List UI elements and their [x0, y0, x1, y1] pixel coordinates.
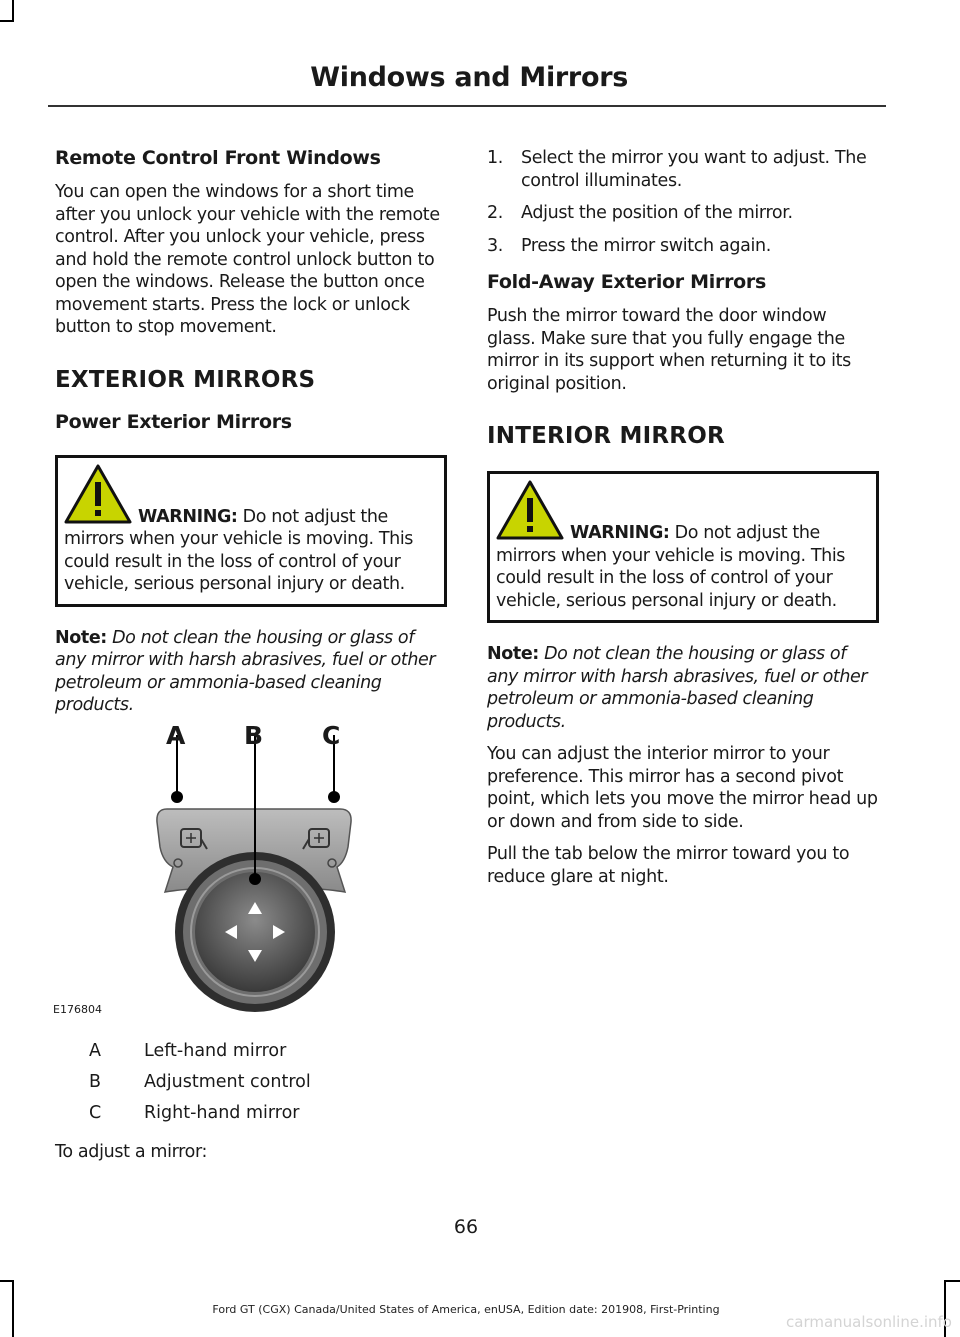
power-mirrors-heading: Power Exterior Mirrors: [55, 410, 292, 433]
remote-windows-text: You can open the windows for a short time after you unlock your vehicle with the remote control. After you unlock your vehicle, press and hold the remote control unlock button to open the windows. Release the button once movement starts. Press the lock or unlock button to stop movement.: [55, 182, 440, 337]
exterior-mirrors-heading: EXTERIOR MIRRORS: [55, 366, 316, 393]
step-text: Select the mirror you want to adjust. The control illuminates.: [521, 148, 867, 191]
note-label: Note:: [55, 627, 107, 648]
interior-text-2: Pull the tab below the mirror toward you to reduce glare at night.: [487, 844, 850, 887]
crop-mark: [944, 1280, 960, 1282]
right-column: [487, 147, 879, 898]
warning-label: WARNING:: [138, 506, 238, 527]
page-title: Windows and Mirrors: [310, 62, 628, 93]
crop-mark: [0, 1280, 14, 1282]
note: [487, 643, 879, 733]
figure-id: E176804: [53, 1002, 102, 1016]
crop-mark: [0, 20, 14, 22]
warning-triangle-icon: [64, 464, 132, 524]
mirror-control-figure: [53, 720, 385, 1027]
legend-label: Left-hand mirror: [144, 1040, 287, 1061]
header-rule: [48, 105, 886, 107]
warning-triangle-icon: [496, 480, 564, 540]
foldaway-heading: Fold-Away Exterior Mirrors: [487, 271, 766, 293]
legend-key: B: [89, 1071, 102, 1092]
left-column: [55, 147, 447, 1173]
step-text: Press the mirror switch again.: [521, 235, 771, 256]
mirror-switch-illustration: [55, 727, 385, 1027]
remote-windows-heading: Remote Control Front Windows: [55, 147, 381, 169]
page-number: 66: [453, 1216, 479, 1238]
interior-mirror-heading: INTERIOR MIRROR: [487, 423, 725, 449]
callout-a: A: [166, 720, 186, 750]
step-number: 1.: [487, 148, 503, 168]
legend-label: Right-hand mirror: [144, 1102, 300, 1123]
callout-b: B: [244, 720, 264, 750]
legend: [55, 1041, 447, 1125]
legend-row: [55, 1072, 447, 1094]
warning-box: [487, 471, 879, 623]
legend-key: C: [89, 1102, 102, 1123]
legend-key: A: [89, 1040, 101, 1061]
step-number: 3.: [487, 235, 503, 256]
warning-label: WARNING:: [570, 523, 670, 543]
warning-body: Do not adjust the mirrors when your vehicle is moving. This could result in the loss of control of your vehicle, serious personal injury or death.: [496, 523, 846, 611]
note-text: Do not clean the housing or glass of any mirror with harsh abrasives, fuel or other petroleum or ammonia-based cleaning products.: [487, 644, 868, 732]
note-text: Do not clean the housing or glass of any mirror with harsh abrasives, fuel or other petroleum or ammonia-based cleaning products.: [55, 627, 436, 715]
note: [55, 627, 447, 717]
step-item: [487, 235, 879, 258]
legend-label: Adjustment control: [144, 1071, 311, 1092]
callout-c: C: [322, 720, 341, 750]
watermark: carmanualsonline.info: [786, 1313, 952, 1331]
legend-row: [55, 1103, 447, 1125]
crop-mark: [12, 0, 14, 22]
edition-footer: Ford GT (CGX) Canada/United States of America, enUSA, Edition date: 201908, First-Printing: [212, 1303, 720, 1316]
step-number: 2.: [487, 203, 503, 223]
step-text: Adjust the position of the mirror.: [521, 203, 793, 223]
note-label: Note:: [487, 644, 539, 664]
interior-text-1: You can adjust the interior mirror to your preference. This mirror has a second pivot point, which lets you move the mirror head up or down and from side to side.: [487, 744, 878, 832]
step-item: [487, 147, 879, 192]
legend-row: [55, 1041, 447, 1063]
warning-box: [55, 455, 447, 607]
adjust-intro: To adjust a mirror:: [55, 1141, 208, 1162]
foldaway-text: Push the mirror toward the door window glass. Make sure that you fully engage the mirror in its support when returning it to its original position.: [487, 306, 851, 394]
step-item: [487, 202, 879, 225]
warning-body: Do not adjust the mirrors when your vehicle is moving. This could result in the loss of control of your vehicle, serious personal injury or death.: [64, 506, 414, 594]
